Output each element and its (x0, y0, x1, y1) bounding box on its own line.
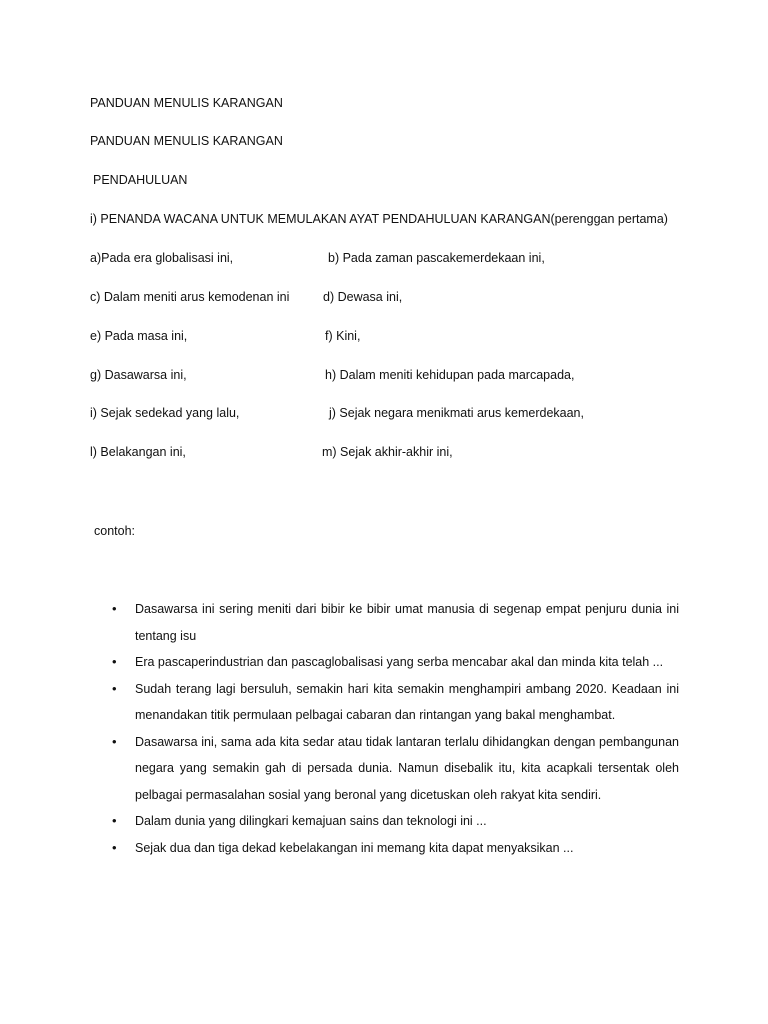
phrase-item: b) Pada zaman pascakemerdekaan ini, (328, 251, 545, 265)
section-heading: PENDAHULUAN (93, 173, 188, 187)
list-item-text: Era pascaperindustrian dan pascaglobalisasi yang serba mencabar akal dan minda kita telah ... (135, 655, 664, 669)
bullet-icon: • (112, 680, 117, 696)
list-item-text: Sejak dua dan tiga dekad kebelakangan ini memang kita dapat menyaksikan ... (135, 840, 574, 855)
phrase-item: e) Pada masa ini, (90, 329, 188, 343)
phrase-item: d) Dewasa ini, (323, 290, 403, 304)
list-item (0, 808, 679, 835)
phrase-item: c) Dalam meniti arus kemodenan ini (90, 290, 290, 304)
phrase-item: j) Sejak negara menikmati arus kemerdekaan, (329, 406, 584, 420)
phrase-item: i) Sejak sedekad yang lalu, (90, 406, 240, 420)
phrase-item: a)Pada era globalisasi ini, (90, 251, 234, 265)
phrase-item: h) Dalam meniti kehidupan pada marcapada, (325, 368, 575, 382)
phrase-item: f) Kini, (325, 329, 361, 343)
list-item (0, 649, 679, 676)
document-title-repeat: PANDUAN MENULIS KARANGAN (90, 134, 283, 148)
bullet-icon: • (112, 813, 117, 828)
list-item-text: Dalam dunia yang dilingkari kemajuan sains dan teknologi ini ... (135, 814, 487, 828)
subsection-heading: i) PENANDA WACANA UNTUK MEMULAKAN AYAT PENDAHULUAN KARANGAN(perenggan pertama) (90, 212, 668, 226)
list-item (0, 676, 679, 729)
phrase-item: l) Belakangan ini, (90, 445, 186, 459)
example-list (0, 596, 768, 861)
phrase-item: m) Sejak akhir-akhir ini, (322, 445, 453, 459)
phrase-item: g) Dasawarsa ini, (90, 368, 187, 382)
bullet-icon: • (112, 654, 117, 669)
list-item (0, 596, 679, 649)
list-item-text: Dasawarsa ini, sama ada kita sedar atau tidak lantaran terlalu dihidangkan dengan pembangunan negara yang semakin gah di persada dunia. Namun disebalik itu, kita acapkali tersentak oleh pelbagai permasalahan sosial yang beronal yang dicetuskan oleh rakyat kita sendiri. (135, 734, 679, 802)
document-title: PANDUAN MENULIS KARANGAN (90, 96, 283, 110)
list-item-text: Sudah terang lagi bersuluh, semakin hari kita semakin menghampiri ambang 2020. Keadaan ini menandakan titik permulaan pelbagai cabaran dan rintangan yang bakal menghambat. (135, 681, 679, 722)
bullet-icon: • (112, 601, 117, 616)
example-label: contoh: (94, 524, 136, 538)
bullet-icon: • (112, 839, 117, 855)
list-item-text: Dasawarsa ini sering meniti dari bibir ke bibir umat manusia di segenap empat penjuru dunia ini tentang isu (135, 602, 679, 643)
bullet-icon: • (112, 733, 117, 749)
list-item (0, 729, 679, 809)
list-item (0, 835, 679, 862)
